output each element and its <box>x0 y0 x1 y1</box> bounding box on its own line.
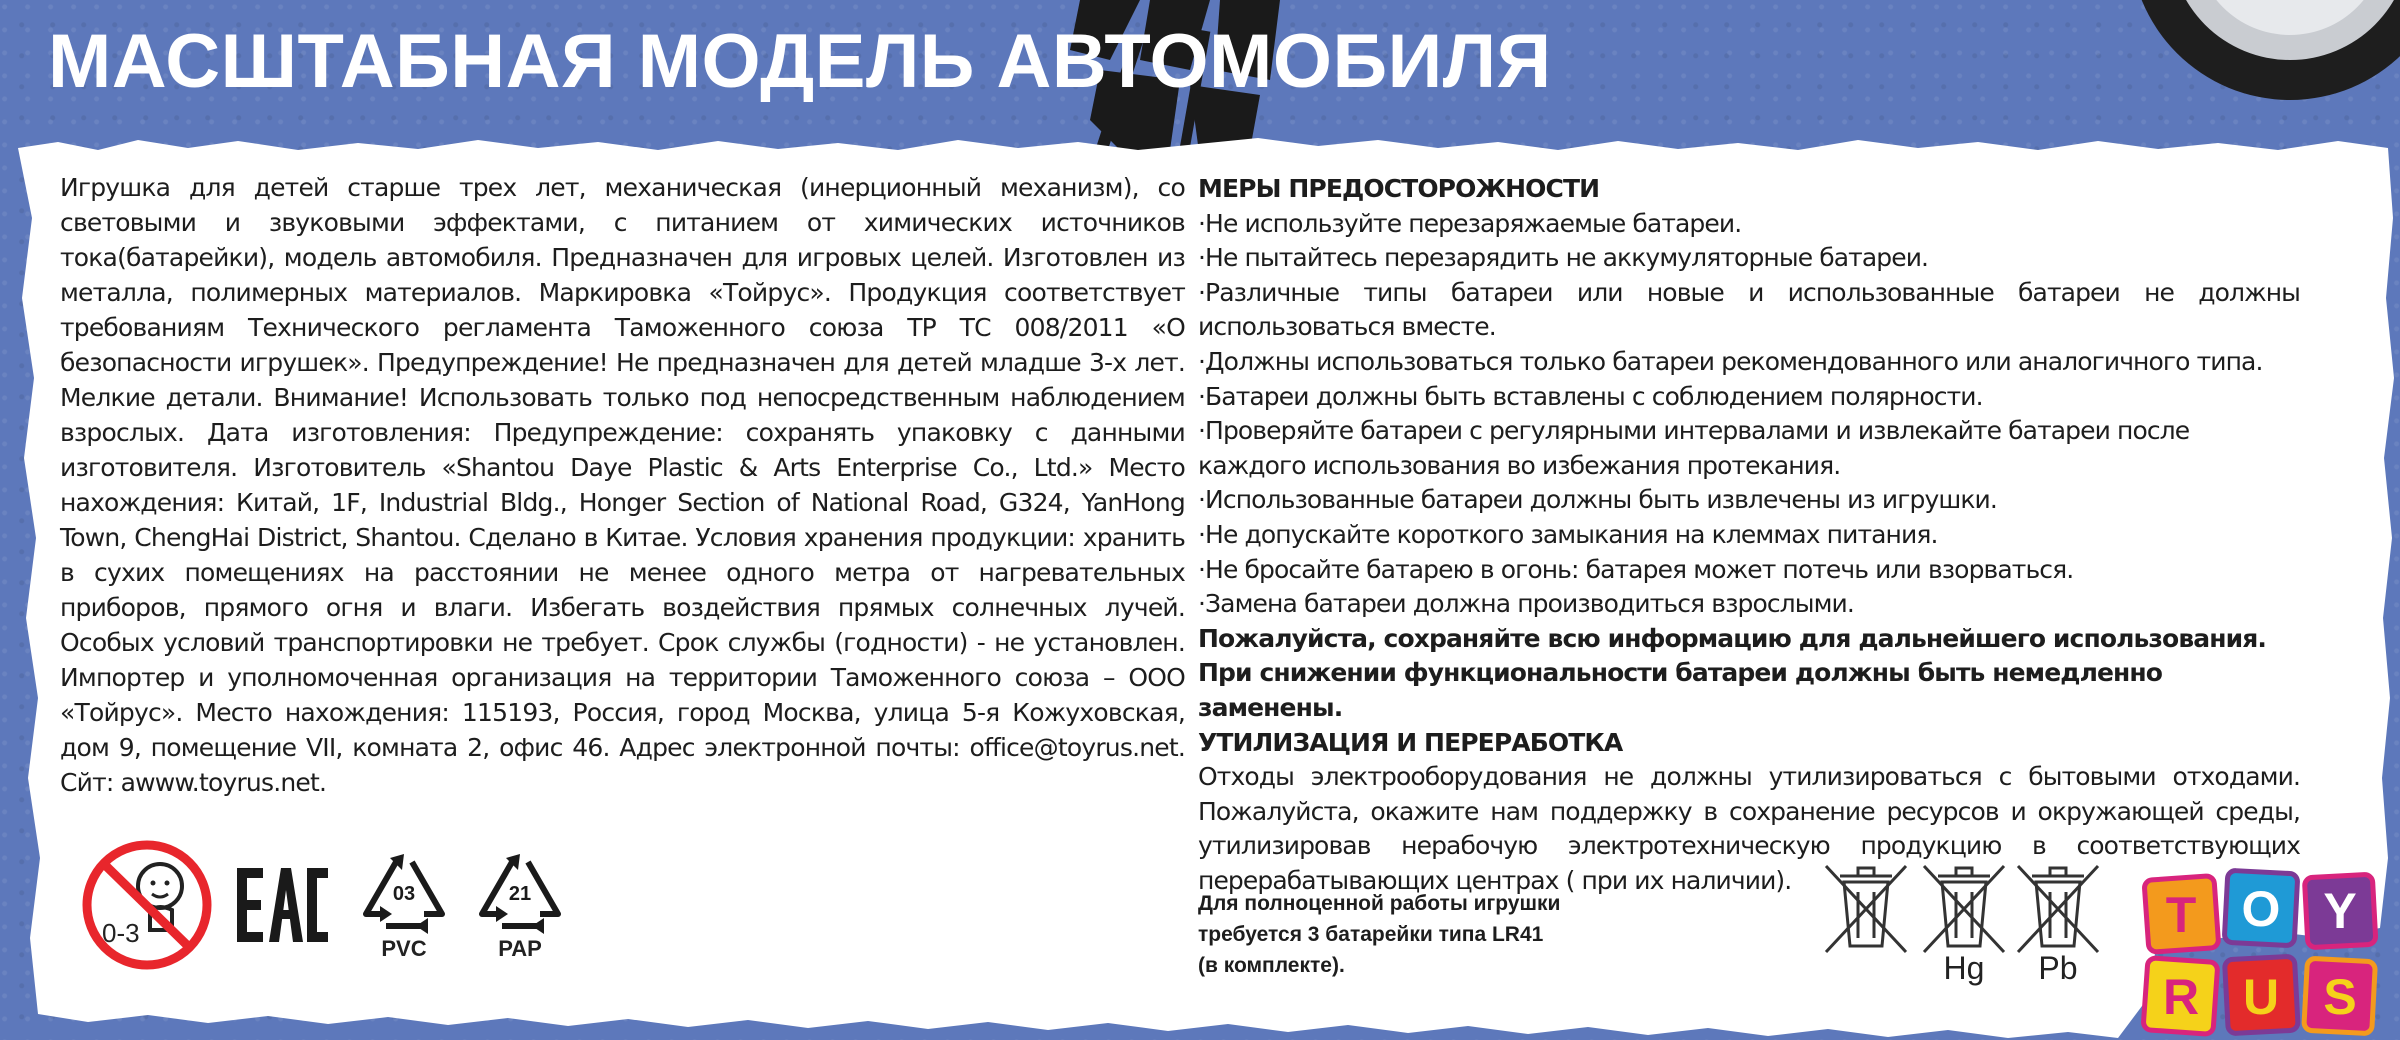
toyrus-logo-icon <box>2140 868 2380 1038</box>
eac-mark-icon <box>235 866 330 944</box>
precaution-item: ·Не используйте перезаряжаемые батареи. <box>1198 208 1742 238</box>
precaution-item: ·Не бросайте батарею в огонь: батарея может потечь или взорваться. <box>1198 554 2074 584</box>
recycling-heading: УТИЛИЗАЦИЯ И ПЕРЕРАБОТКА <box>1198 727 1623 757</box>
age-label: 0-3 <box>102 918 140 948</box>
precaution-item: ·Не допускайте короткого замыкания на клеммах питания. <box>1198 519 1938 549</box>
precaution-item: ·Не пытайтесь перезарядить не аккумуляторные батареи. <box>1198 243 1929 273</box>
crossed-bin-icon <box>1918 860 2010 956</box>
logo-letter: S <box>2323 969 2357 1025</box>
product-description: Игрушка для детей старше трех лет, механическая (инерционный механизм), со световыми и звуковыми эффектами, с питанием от химических источников тока(батарейки), модель автомобиля. Предназначен для игровых целей. Изготовлен из металла, полимерных материалов. Маркировка «Тойрус». Продукция соответствует требованиям Технического регламента Таможенного союза ТР ТС 008/2011 «О безопасности игрушек». Предупреждение! Не предназначен для детей младше 3-х лет. Мелкие детали. Внимание! Использовать только под непосредственным наблюдением взрослых. Дата изготовления: Предупреждение: сохранять упаковку с данными изготовителя. Изготовитель «Shantou Daye Plastic & Arts Enterprise Co., Ltd.» Место нахождения: Китай, 1F, Industrial Bldg., Honger Section of National Road, G324, YanHong Town, ChengHai District, Shantou. Сделано в Китае. Условия хранения продукции: хранить в сухих помещениях на расстоянии не менее одного метра от нагревательных приборов, прямого огня и влаги. Избегать воздействия прямых солнечных лучей. Особых условий транспортировки не требует. Срок службы (годности) - не установлен. Импортер и уполномоченная организация на территории Таможенного союза – ООО «Тойрус». Место нахождения: 115193, Россия, город Москва, улица 5-я Кожуховская, дом 9, помещение VII, комната 2, офис 46. Адрес электронной почты: office@toyrus.net. Сйт: awww.toyrus.net. <box>60 173 1185 797</box>
precaution-item: ·Различные типы батареи или новые и использованные батареи не должны использоваться вместе. <box>1198 277 2300 342</box>
weee-label-pb: Pb <box>2038 950 2078 986</box>
weee-label-hg: Hg <box>1943 950 1985 986</box>
logo-letter: U <box>2242 969 2280 1025</box>
precaution-item: ·Должны использоваться только батареи рекомендованного или аналогичного типа. <box>1198 346 2263 376</box>
recycle-triangle-icon <box>356 852 452 936</box>
crossed-bin-icon <box>1820 860 1912 956</box>
logo-letter: R <box>2162 969 2200 1025</box>
recycle-label-pvc: PVC <box>381 936 427 961</box>
not-for-under-3-icon <box>80 838 214 972</box>
recycle-code-pap: 21 <box>508 883 532 905</box>
car-wheel-graphic <box>2100 0 2400 110</box>
replace-battery-note: При снижении функциональности батареи должны быть немедленно заменены. <box>1198 658 2163 722</box>
page-title: МАСШТАБНАЯ МОДЕЛЬ АВТОМОБИЛЯ <box>48 19 1552 104</box>
logo-letter: O <box>2241 881 2281 937</box>
precaution-item: ·Батареи должны быть вставлены с соблюдением полярности. <box>1198 381 1983 411</box>
precaution-item: ·Замена батареи должна производиться взрослыми. <box>1198 589 1854 619</box>
precaution-item: ·Использованные батареи должны быть извлечены из игрушки. <box>1198 485 1997 515</box>
save-info-note: Пожалуйста, сохраняйте всю информацию для дальнейшего использования. <box>1198 623 2266 653</box>
crossed-bin-icon <box>2012 860 2104 956</box>
precaution-item: ·Проверяйте батареи с регулярными интервалами и извлекайте батареи после каждого использования во избежания протекания. <box>1198 416 2190 480</box>
logo-letter: T <box>2165 887 2197 943</box>
recycle-triangle-icon <box>472 852 568 936</box>
precautions-section <box>1198 172 2300 898</box>
battery-note: Для полноценной работы игрушки требуется 3 батарейки типа LR41 (в комплекте). <box>1198 892 1561 977</box>
precautions-heading: МЕРЫ ПРЕДОСТОРОЖНОСТИ <box>1198 174 1600 203</box>
recycle-label-pap: PAP <box>498 936 542 961</box>
logo-letter: Y <box>2323 883 2357 939</box>
recycle-code-pvc: 03 <box>392 883 416 905</box>
compliance-icons <box>80 838 600 978</box>
recycling-text: Отходы электрооборудования не должны утилизироваться с бытовыми отходами. Пожалуйста, окажите нам поддержку в сохранение ресурсов и окружающей среды, утилизировав нерабочую электротехническую продукцию в соответствующих перерабатывающих центрах ( при их наличии). <box>1198 762 2300 895</box>
